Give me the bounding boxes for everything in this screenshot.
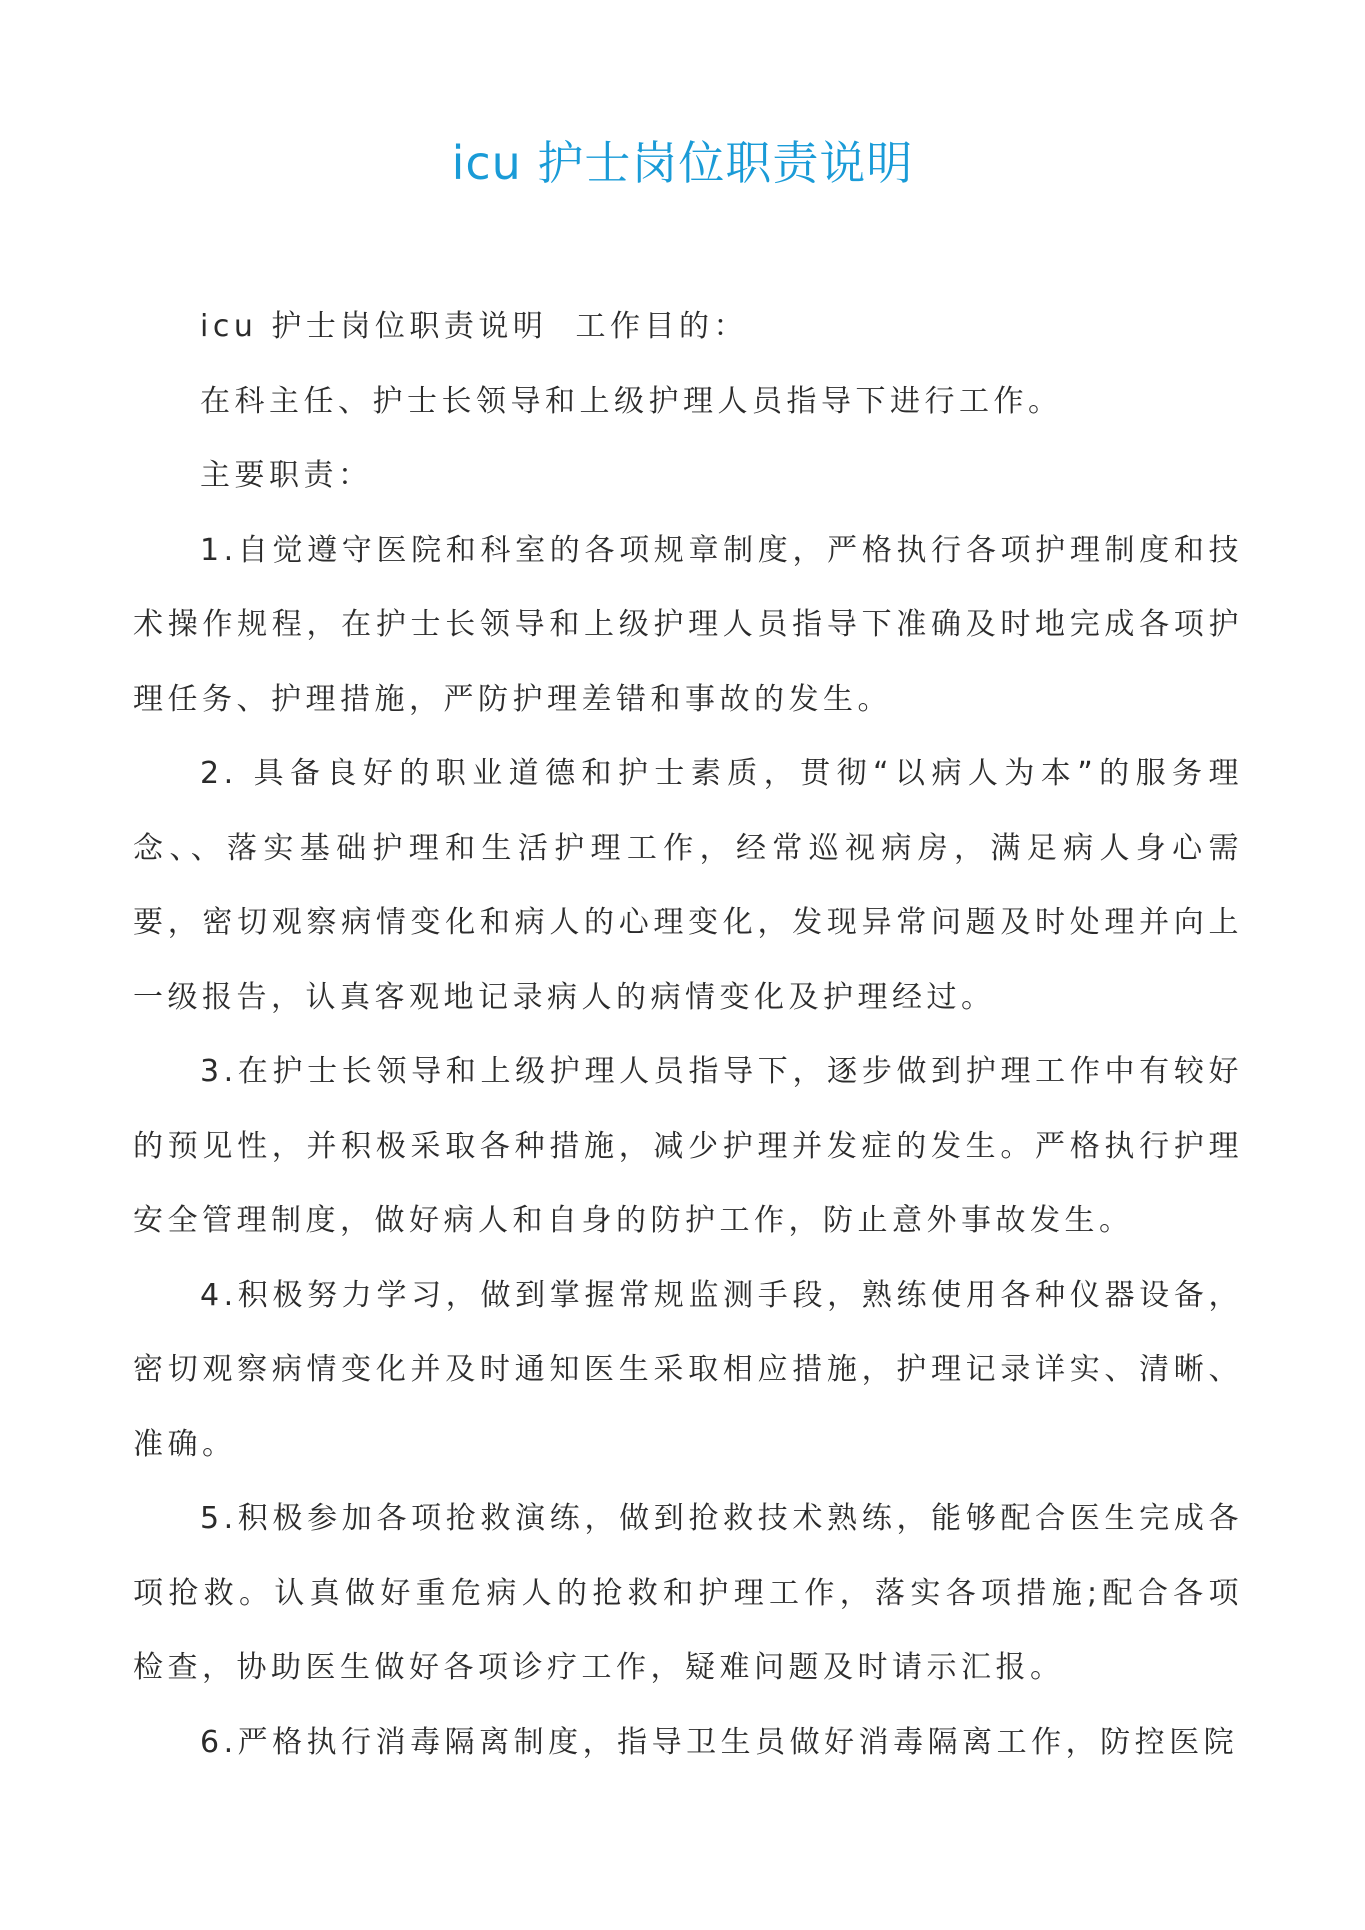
document-title: icu 护士岗位职责说明 (451, 136, 914, 190)
paragraph-duty-6: 6.严格执行消毒隔离制度，指导卫生员做好消毒隔离工作，防控医院 (200, 1724, 1239, 1760)
paragraph-main-duties-heading: 主要职责： (200, 458, 373, 493)
paragraph-duty-1: 1.自觉遵守医院和科室的各项规章制度，严格执行各项护理制度和技术操作规程，在护士长领导和上级护理人员指导下准确及时地完成各项护理任务、护理措施，严防护理差错和事故的发生。 (133, 532, 1243, 717)
paragraph-duty-3: 3.在护士长领导和上级护理人员指导下，逐步做到护理工作中有较好的预见性，并积极采取各种措施，减少护理并发症的发生。严格执行护理安全管理制度，做好病人和自身的防护工作，防止意外事故发生。 (133, 1054, 1243, 1238)
paragraph-intro: icu 护士岗位职责说明 工作目的： (200, 309, 748, 344)
paragraph-work-purpose: 在科主任、护士长领导和上级护理人员指导下进行工作。 (200, 383, 1063, 419)
document-body (133, 290, 1243, 1780)
paragraph-duty-4: 4.积极努力学习，做到掌握常规监测手段，熟练使用各种仪器设备，密切观察病情变化并及时通知医生采取相应措施，护理记录详实、清晰、准确。 (133, 1277, 1243, 1462)
paragraph-duty-2: 2. 具备良好的职业道德和护士素质，贯彻“以病人为本”的服务理念、、落实基础护理和生活护理工作，经常巡视病房，满足病人身心需要，密切观察病情变化和病人的心理变化，发现异常问题及时处理并向上一级报告，认真客观地记录病人的病情变化及护理经过。 (133, 756, 1243, 1015)
paragraph-duty-5: 5.积极参加各项抢救演练，做到抢救技术熟练，能够配合医生完成各项抢救。认真做好重危病人的抢救和护理工作，落实各项措施;配合各项检查，协助医生做好各项诊疗工作，疑难问题及时请示汇报。 (133, 1501, 1243, 1685)
